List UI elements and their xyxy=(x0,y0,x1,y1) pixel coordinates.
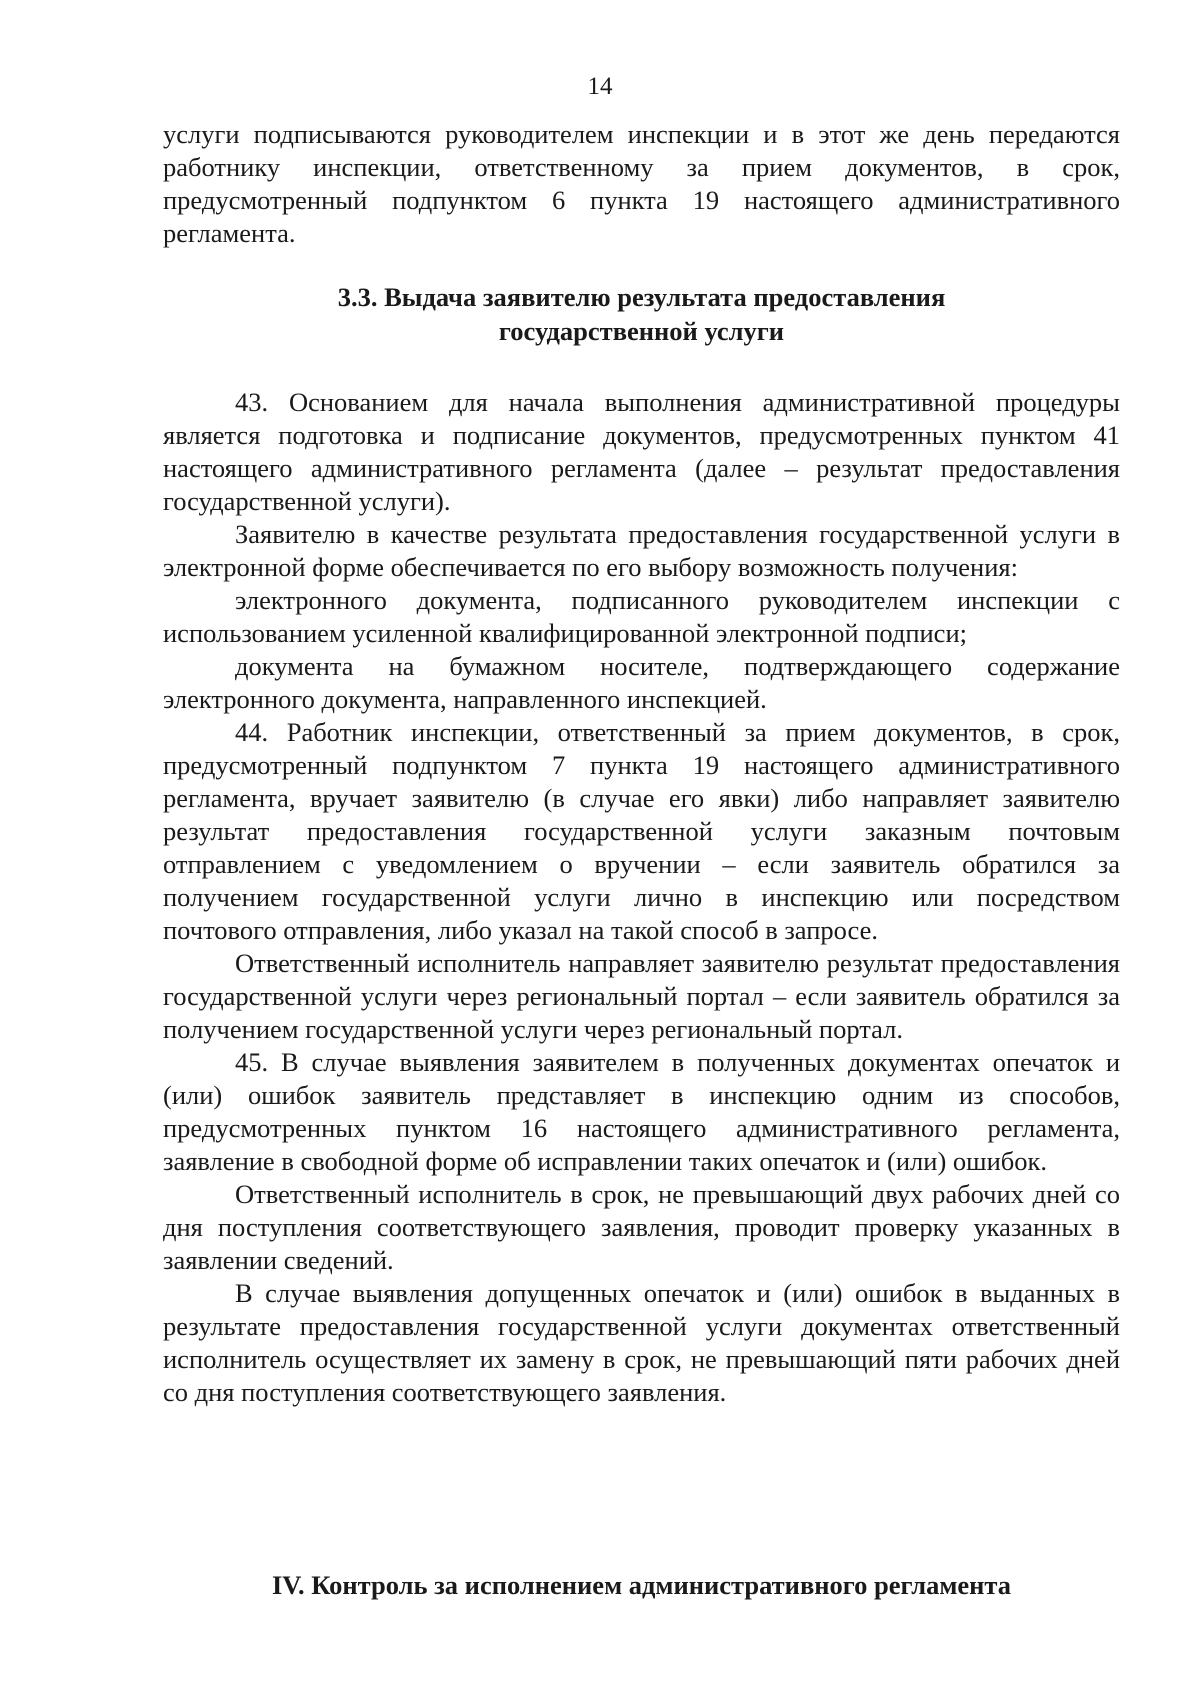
paragraph: Заявителю в качестве результата предоставления государственной услуги в электронной форме обеспечивается по его выбору возможность получения: xyxy=(163,519,1120,582)
section-heading-line: IV. Контроль за исполнением административного регламента xyxy=(271,1570,1012,1600)
paragraph-43: 43. Основанием для начала выполнения административной процедуры является подготовка и подписание документов, предусмотренных пунктом 41 настоящего административного регламента (далее – результат предоставления государственной услуги). xyxy=(163,387,1120,516)
paragraph: Ответственный исполнитель направляет заявителю результат предоставления государственной услуги через региональный портал – если заявитель обратился за получением государственной услуги через региональный портал. xyxy=(163,948,1120,1044)
paragraph-44: 44. Работник инспекции, ответственный за прием документов, в срок, предусмотренный подпунктом 7 пункта 19 настоящего административного регламента, вручает заявителю (в случае его явки) либо направляет заявителю результат предоставления государственной услуги заказным почтовым отправлением с уведомлением о вручении – если заявитель обратился за получением государственной услуги лично в инспекцию или посредством почтового отправления, либо указал на такой способ в запросе. xyxy=(163,717,1120,945)
section-heading-iv xyxy=(163,1568,1120,1602)
paragraph: электронного документа, подписанного руководителем инспекции с использованием усиленной квалифицированной электронной подписи; xyxy=(163,585,1120,648)
section-body xyxy=(163,386,1120,1409)
paragraph-45: 45. В случае выявления заявителем в полученных документах опечаток и (или) ошибок заявитель представляет в инспекцию одним из способов, предусмотренных пунктом 16 настоящего административного регламента, заявление в свободной форме об исправлении таких опечаток и (или) ошибок. xyxy=(163,1047,1120,1176)
section-heading-line: 3.3. Выдача заявителю результата предоставления xyxy=(337,282,946,312)
paragraph: В случае выявления допущенных опечаток и (или) ошибок в выданных в результате предоставления государственной услуги документах ответственный исполнитель осуществляет их замену в срок, не превышающий пяти рабочих дней со дня поступления соответствующего заявления. xyxy=(163,1278,1120,1407)
section-heading-line: государственной услуги xyxy=(498,316,785,346)
paragraph: документа на бумажном носителе, подтверждающего содержание электронного документа, направленного инспекцией. xyxy=(163,651,1120,714)
page-number: 14 xyxy=(587,73,613,100)
paragraph: Ответственный исполнитель в срок, не превышающий двух рабочих дней со дня поступления соответствующего заявления, проводит проверку указанных в заявлении сведений. xyxy=(163,1179,1120,1275)
paragraph: услуги подписываются руководителем инспекции и в этот же день передаются работнику инспекции, ответственному за прием документов, в срок, предусмотренный подпунктом 6 пункта 19 настоящего административного регламента. xyxy=(163,119,1120,248)
continuation-text xyxy=(163,118,1120,250)
section-heading-3-3 xyxy=(163,280,1120,348)
